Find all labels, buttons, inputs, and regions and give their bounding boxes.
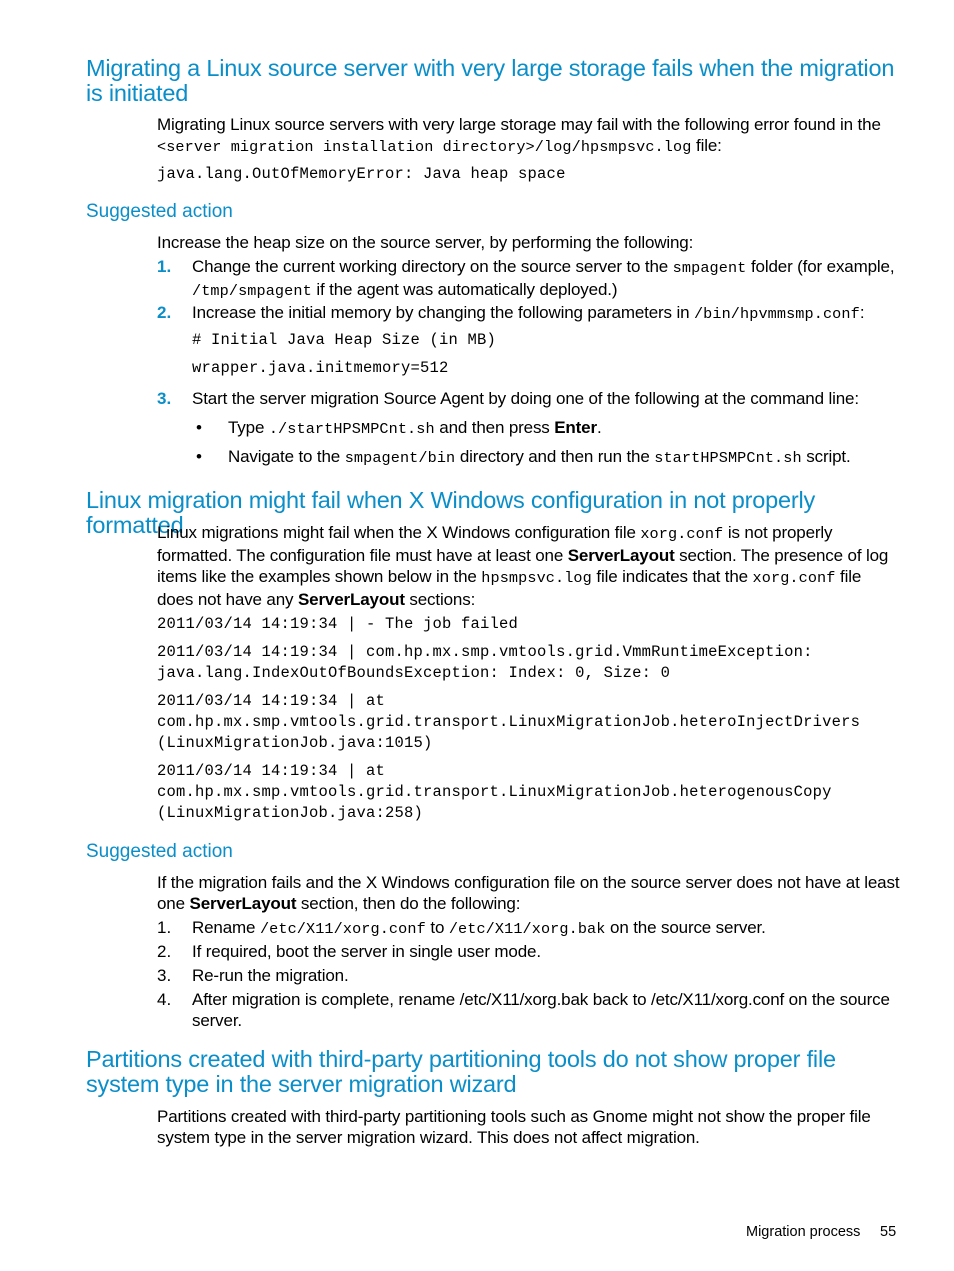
bullet-text: and then press	[434, 418, 555, 437]
para-text: Linux migrations might fail when the X Windows configuration file	[157, 523, 641, 542]
step-text: Rename	[192, 918, 260, 937]
code-xorg-bak-path: /etc/X11/xorg.bak	[448, 920, 606, 938]
suggested-action-heading: Suggested action	[86, 201, 233, 222]
para-text: sections:	[404, 590, 476, 609]
code-tmp-smpagent: /tmp/smpagent	[192, 282, 312, 300]
footer-section-name: Migration process	[746, 1224, 861, 1240]
log-line: 2011/03/14 14:19:34 | com.hp.mx.smp.vmtools.grid.VmmRuntimeException:	[157, 643, 813, 661]
code-start-script: ./startHPSMPCnt.sh	[268, 420, 435, 438]
step-number: 4.	[157, 990, 172, 1009]
step-text: Increase the initial memory by changing the following parameters in	[192, 303, 694, 322]
log-line: com.hp.mx.smp.vmtools.grid.transport.LinuxMigrationJob.heterogenousCopy	[157, 783, 832, 801]
partitions-paragraph: Partitions created with third-party partitioning tools such as Gnome might not show the proper file system type in the server migration wizard. This does not affect migration.	[157, 1107, 871, 1147]
code-xorg-conf: xorg.conf	[640, 525, 724, 543]
step-rename-xorg	[192, 917, 904, 940]
step-number: 1.	[157, 257, 172, 276]
bullet-text: Type	[228, 418, 269, 437]
code-xorg-conf: xorg.conf	[752, 569, 836, 587]
code-xorg-conf-path: /etc/X11/xorg.conf	[259, 920, 426, 938]
log-line: java.lang.IndexOutOfBoundsException: Index: 0, Size: 0	[157, 664, 671, 682]
step-text: if the agent was automatically deployed.)	[311, 280, 618, 299]
code-initmemory: wrapper.java.initmemory=512	[192, 359, 449, 377]
bullet-type-command	[228, 417, 908, 440]
log-line: (LinuxMigrationJob.java:1015)	[157, 734, 433, 752]
footer-page-number: 55	[880, 1224, 897, 1240]
log-entry	[157, 761, 917, 824]
suggested-action-paragraph	[157, 872, 902, 914]
bullet-mark: •	[196, 447, 202, 466]
para-text: If the migration fails and the X Windows configuration file on the source server does not have at least one	[157, 873, 900, 913]
code-start-script: startHPSMPCnt.sh	[654, 449, 802, 467]
bullet-text: directory and then run the	[455, 447, 655, 466]
bold-serverlayout: ServerLayout	[297, 590, 405, 609]
log-line: (LinuxMigrationJob.java:258)	[157, 804, 424, 822]
intro-text-b: file:	[691, 136, 722, 155]
suggested-action-heading: Suggested action	[86, 841, 233, 862]
intro-log-path: <server migration installation directory>/log/hpsmpsvc.log	[157, 138, 692, 156]
para-text: file does not have any	[157, 567, 862, 609]
code-log-file: hpsmpsvc.log	[481, 569, 592, 587]
para-text: section. The presence of log items like the examples shown below in the	[157, 546, 889, 586]
step-number: 1.	[157, 918, 172, 937]
bullet-text: script.	[801, 447, 851, 466]
step-text: :	[859, 303, 865, 322]
section-title-large-storage: Migrating a Linux source server with very large storage fails when the migration is initiated	[86, 55, 895, 106]
step-start-agent: Start the server migration Source Agent by doing one of the following at the command line:	[192, 389, 859, 408]
bullet-text: Navigate to the	[228, 447, 345, 466]
section-title-x-windows: Linux migration might fail when X Windows configuration in not properly formatted	[86, 487, 816, 538]
bullet-mark: •	[196, 418, 202, 437]
step-text: folder (for example,	[746, 257, 895, 276]
step-single-user: If required, boot the server in single user mode.	[192, 942, 541, 961]
suggested-action-intro: Increase the heap size on the source server, by performing the following:	[157, 233, 694, 252]
log-line: 2011/03/14 14:19:34 | at	[157, 762, 386, 780]
bold-enter: Enter	[554, 418, 597, 437]
step-increase-memory	[192, 302, 904, 325]
code-smpagent-bin: smpagent/bin	[344, 449, 456, 467]
section-title-partitions: Partitions created with third-party partitioning tools do not show proper file system type in the server migration wizard	[86, 1046, 836, 1097]
bullet-text: .	[596, 418, 602, 437]
error-code-line: java.lang.OutOfMemoryError: Java heap space	[157, 165, 566, 183]
step-rerun: Re-run the migration.	[192, 966, 349, 985]
step-rename-back: After migration is complete, rename /etc/X11/xorg.bak back to /etc/X11/xorg.conf on the source server.	[192, 990, 890, 1030]
step-number: 2.	[157, 303, 172, 322]
code-conf-path: /bin/hpvmmsmp.conf	[693, 305, 860, 323]
para-text: is not properly formatted. The configuration file must have at least one	[157, 523, 833, 565]
log-entry	[157, 614, 917, 635]
log-entry	[157, 642, 917, 684]
log-line: 2011/03/14 14:19:34 | at	[157, 692, 386, 710]
step-number: 2.	[157, 942, 172, 961]
log-line: com.hp.mx.smp.vmtools.grid.transport.LinuxMigrationJob.heteroInjectDrivers	[157, 713, 861, 731]
step-text: Change the current working directory on the source server to the	[192, 257, 673, 276]
x-windows-paragraph	[157, 522, 902, 610]
bullet-navigate	[228, 446, 908, 469]
para-text: file indicates that the	[591, 567, 753, 586]
code-heap-comment: # Initial Java Heap Size (in MB)	[192, 331, 497, 349]
step-number: 3.	[157, 389, 172, 408]
step-text: to	[425, 918, 449, 937]
intro-text-a: Migrating Linux source servers with very large storage may fail with the following error found in the	[157, 115, 881, 134]
step-number: 3.	[157, 966, 172, 985]
log-line: 2011/03/14 14:19:34 | - The job failed	[157, 615, 519, 633]
bold-serverlayout: ServerLayout	[189, 894, 297, 913]
bold-serverlayout: ServerLayout	[567, 546, 675, 565]
code-smpagent: smpagent	[672, 259, 747, 277]
para-text: section, then do the following:	[296, 894, 521, 913]
step-change-directory	[192, 256, 904, 302]
log-entry	[157, 691, 917, 754]
step-text: on the source server.	[605, 918, 766, 937]
intro-paragraph	[157, 114, 902, 158]
